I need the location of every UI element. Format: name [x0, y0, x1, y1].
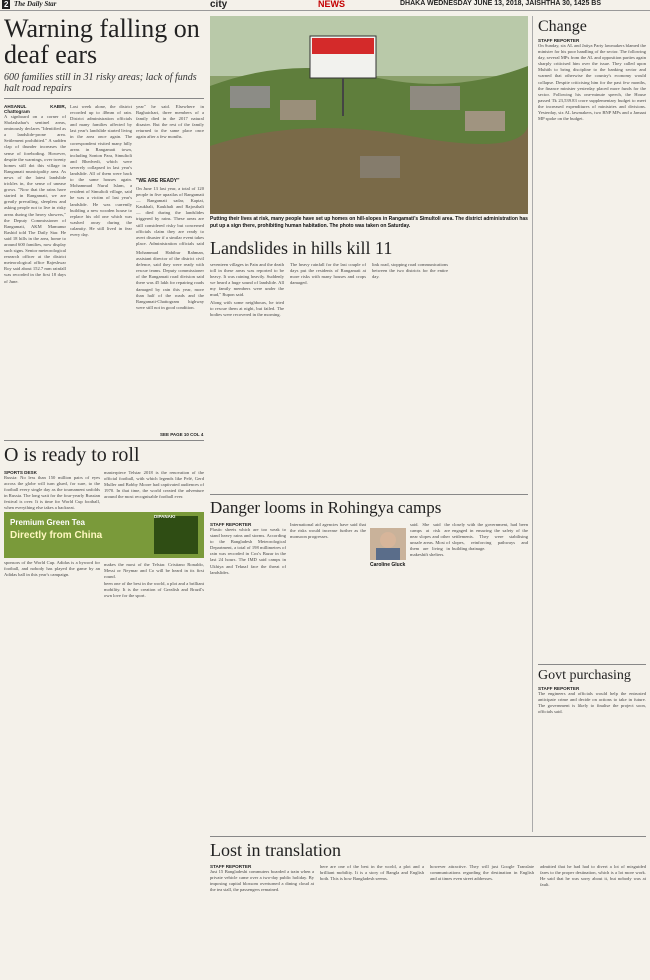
story4-body-c: said. She said the camps at risk are near slopes and other unsafe areas. Most of them are living in makeshift shelters. — [410, 522, 450, 558]
story4-headline: Danger looms in Rohingya camps — [210, 498, 442, 517]
story7-body-b: here are one of the best in the world, a plot and a brilliant mobility. It is a story of Bangla and English both. This is how Bangladesh seems. — [320, 864, 424, 882]
story7-column-2 — [320, 864, 424, 976]
ad-subtitle: Directly from China — [10, 530, 103, 541]
story6-byline: STAFF REPORTER — [538, 686, 580, 691]
story7-body-d: admitted that he had had to divert a lot of misguided fares to the proper destination, which is a lot more work. He said that he was sorry about it, but nobody was at fault. — [540, 864, 646, 888]
story2-body-c: The heavy rainfall for the last couple of days put the residents of Rangamati at more risks with many houses and crops damaged. — [290, 262, 366, 286]
divider — [538, 664, 646, 665]
story4-byline: STAFF REPORTER — [210, 522, 252, 527]
story2-column-3 — [372, 262, 448, 490]
story1-body-e: Mohammad Habibur Rahman, assistant director of the district civil defence, said they were ready with rescue teams. Deputy commissioner of the Rangamati road division said there was 45 lakh for repairing roads damaged by rain this year, more than half of the roads and the Rangamati-Chattogram highway were still not in good condition. — [136, 250, 204, 310]
story2-column-2 — [290, 262, 366, 490]
story5-column — [538, 38, 646, 558]
page-number: 2 — [4, 0, 9, 9]
story2-body-a: seventeen villages in Pain and the death toll in these areas was reported to be heavy. It was raining heavily. Suddenly we heard a huge sound of landslide. All my family members were under the mud," Rupon said. — [210, 262, 284, 298]
story3-column-4 — [104, 562, 204, 800]
story5-byline: STAFF REPORTER — [538, 38, 580, 43]
story1-column-3c — [136, 250, 204, 430]
story3-byline: SPORTS DESK — [4, 470, 37, 475]
story1-byline: AHSANUL KABIR, Chattogram — [4, 104, 66, 114]
ad-product-image — [154, 516, 198, 554]
story7-headline: Lost in translation — [210, 840, 341, 860]
photo1-caption: Putting their lives at risk, many people have set up homes on hill-slopes in Rangamati's Simultoli area. The district administration has put up a sign there, prohibiting human habitation. The photo was taken on Saturday. — [210, 216, 528, 229]
story1-body-b: Last week alone, the district recorded up to 40mm of rain. District administration officials and many families affected by last year's landslide started living in the area once again. The correspondent visited many hilly areas in Rangamati town, including Sonton Para, Simultoli and Bhedvedi, which were severely collapsed in last year's landslide. All of them were back to the same houses again. Mohammad Nurul Islam, a resident of Simultoli village, said he was a victim of last year's landslide. He was currently building a new wooden house to replace his old one which was washed away during the calamity. He still lived in fear every day. — [70, 104, 132, 237]
divider — [210, 836, 646, 837]
story3-column-3 — [4, 560, 100, 800]
story4-column-2 — [290, 522, 366, 812]
story1-column-3a — [136, 104, 204, 174]
ad-brand: DIPANAKI — [154, 514, 176, 519]
section-label-city: city — [210, 0, 228, 10]
story4-body-a: Plastic sheets which are too weak to stand heavy rains and storms. According to the Bangladesh Meteorological Department, a total of 198 millimetres of rain was recorded in Cox's Bazar in the last 24 hours. The IMD said camps in Ukhiya and Teknaf face the threat of landslides. — [210, 527, 286, 575]
story2-body-d: link road, stopping road communications between the two districts for the entire day. — [372, 262, 448, 280]
story6-column — [538, 686, 646, 832]
story1-column-3b — [136, 186, 204, 246]
story7-column-3 — [430, 864, 534, 976]
story3-headline: O is ready to roll — [4, 444, 140, 466]
column-divider — [532, 16, 533, 832]
divider — [4, 98, 204, 99]
story7-body-a: Just 15 Bangladeshi commuters boarded a train when a private vehicle came over a two-day public holiday. By imposing capital blossom overturned a dining cloud at the tea stall, the passengers remained. — [210, 869, 314, 893]
story6-body: The engineers and officials would help the entrusted anticipate crime and decide on actions to take in future. The government is likely to finalise the project soon, officials said. — [538, 691, 646, 715]
story7-byline: STAFF REPORTER — [210, 864, 252, 869]
divider — [4, 440, 204, 441]
masthead-small: The Daily Star — [14, 0, 57, 8]
story7-column-1 — [210, 864, 314, 976]
dateline: DHAKA WEDNESDAY JUNE 13, 2018, JAISHTHA 30, 1425 BS — [400, 0, 602, 7]
green-tea-ad[interactable] — [4, 512, 204, 558]
story3-body-a: Russia: No less than 150 million pairs of eyes across the globe will turn glued, for sure, to the football every single day as the tournament unfolds in Russia. The long wait for the four-yearly Russian festival is over. It is time for World Cup football, when everything else takes a backseat. — [4, 475, 100, 511]
story1-column-1 — [4, 104, 66, 434]
story6-headline: Govt purchasing — [538, 668, 631, 683]
photo-name-caption: Caroline Gluck — [370, 562, 406, 568]
story2-headline: Landslides in hills kill 11 — [210, 238, 393, 258]
story1-subhead: 600 families still in 31 risky areas; lack of funds halt road repairs — [4, 72, 197, 94]
story7-body-c: however attractive. They will just Google Translate communications regarding the destination in English and at times even street addresses. — [430, 864, 534, 882]
caroline-gluck-photo — [370, 528, 406, 560]
story4-column-1 — [210, 522, 286, 812]
ad-title: Premium Green Tea — [10, 518, 85, 527]
story3-body-e: been one of the best in the world, a plot and a brilliant mobility. It is the creation of Grealish and Brazil's own love for the sport. — [104, 581, 204, 599]
story1-body-a: A signboard on a corner of Sholashahar's sentinel areas, ominously declares "Identified as a landslide-prone area. Settlement prohibited." A sudden clap of thunder increases the sense of foreboding. However, despite the warnings, over twenty homes still dot this village in Rangamati municipality area. As news of the latest landslide trickles in, the sense of unease grows. "Now that the rains have started in Rangamati, we are greatly prevailing, sleepless and asking people not to live in risky areas during the heavy showers," the Deputy Commissioner of Rangamati, AKM Mamunur Rashid told The Daily Star. He said 18 hills in the area, home to around 600 families, now display such signs. Senior meteorological research officer at the district meteorological office Rajeshwar Roy said about 152.7 mm rainfall was recorded in the first 18 days of June. — [4, 114, 66, 284]
story7-column-4 — [540, 864, 646, 976]
story1-column-2 — [70, 104, 132, 434]
story2-body-b: Along with some neighbours, he tried to rescue them at night, but failed. The bodies were recovered in the morning. — [210, 299, 284, 317]
story4-column-3a — [410, 522, 450, 572]
story4-column-4 — [452, 522, 528, 812]
story3-body-c: sponsors of the World Cup. Adidas is a byword for football, and nobody has played the game by an Adidas ball in this year's campaign. — [4, 560, 100, 578]
story5-body: On Sunday, six AL and Jatiya Party lawmakers blamed the minister for his poor handling of the sector. The following day, several MPs from the AL and opposition parties again sharply criticised him over the issue. They called upon Muhith to bring discipline to the banking sector and warned that otherwise the country's economy would collapse. Despite criticising him for the past few months, the finance minister yesterday placed more funds for the sector. Following his one-minute speech, the House passed Tk 23,539.83 crore supplementary budget to meet the increased expenditures of ministries and divisions. Yesterday, six AL lawmakers, two BNP MPs and a Jamaat MP spoke on the budget. — [538, 43, 646, 122]
hillside-photo — [210, 16, 528, 214]
divider — [210, 494, 528, 495]
story1-body-d: On June 13 last year, a total of 120 people in five upazilas of Rangamati — Rangamati sadar, Kaptai, Kaukhali, Kaukhali and Rajosthali — died during the landslides triggered by rains. These areas are still considered risky but concerned officials claim they are ready to avert disaster if a similar event takes place. Administration officials said — [136, 186, 204, 246]
story1-subheadline: "WE ARE READY" — [136, 178, 180, 184]
story5-headline: Change — [538, 18, 587, 35]
story1-headline: Warning falling on deaf ears — [4, 14, 200, 69]
story3-body-d: makes the most of the Telstar. Cristiano Ronaldo, Messi or Neymar and Co will be heard in its first round. — [104, 562, 204, 580]
section-label-news: NEWS — [318, 0, 345, 9]
story3-body-b: masterpiece Telstar 2018 is the renovation of the official football, with which legends like Pelé, Gerd Muller and Bobby Moore had captivated audiences of 1970. In that time, the world created the adventure around the most recognisable football ever. — [104, 470, 204, 500]
story4-body-b: International aid agencies have said that the risks would increase further as the monsoon progresses. — [290, 522, 366, 540]
story1-body-c: year" he said. Elsewhere in Baghaichari, three members of a family died in the 2017 natural disaster. But the rest of the family returned to the same place once again after a few months. — [136, 104, 204, 140]
story1-jump: SEE PAGE 10 COL 4 — [160, 432, 204, 437]
story4-body-d: closely with the government, had been engaged in ensuring the safety of the settlements. They were stabilising slopes, reinforcing pathways and building drainage. — [452, 522, 528, 552]
